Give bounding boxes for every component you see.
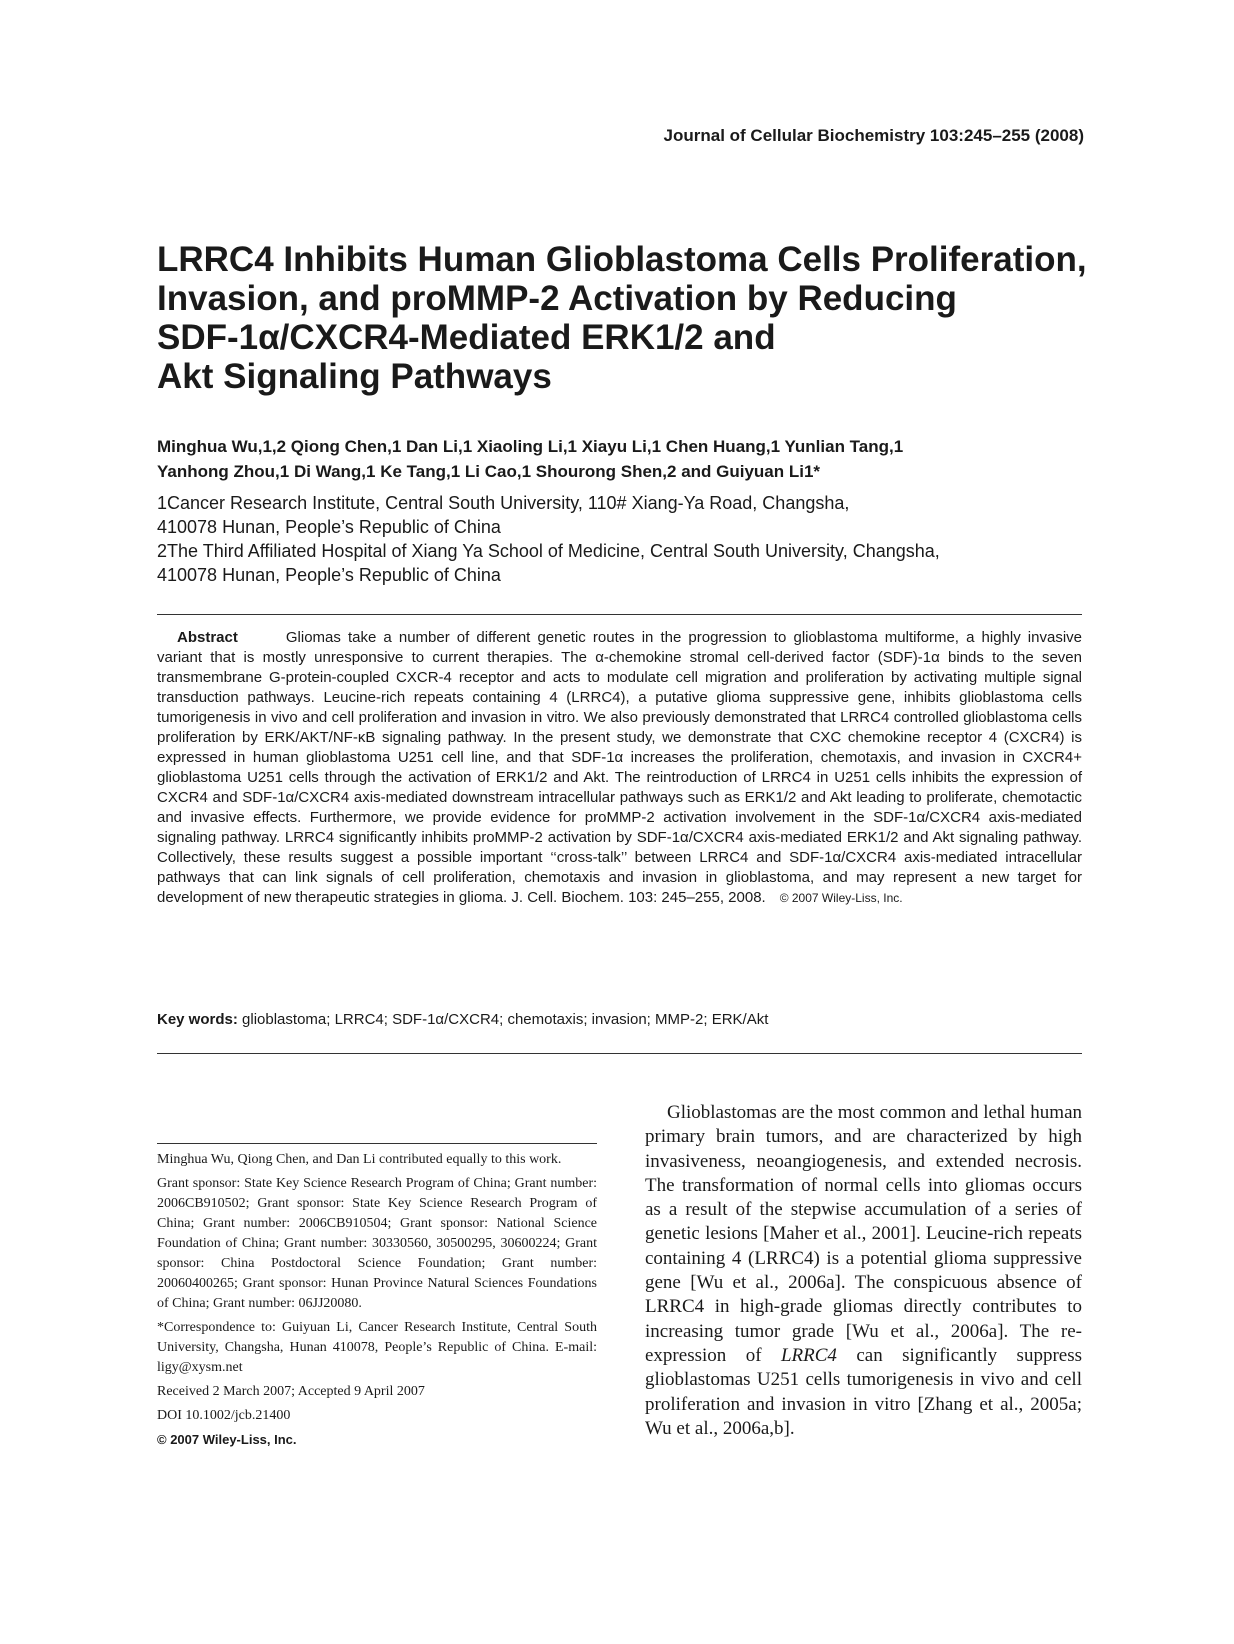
author-line: Minghua Wu,1,2 Qiong Chen,1 Dan Li,1 Xiaoling Li,1 Xiayu Li,1 Chen Huang,1 Yunlian Tang,1: [157, 437, 904, 456]
keywords-text: glioblastoma; LRRC4; SDF-1α/CXCR4; chemotaxis; invasion; MMP-2; ERK/Akt: [242, 1011, 769, 1028]
footnote-divider: [157, 1143, 597, 1144]
affiliation-line: 1Cancer Research Institute, Central South University, 110# Xiang-Ya Road, Changsha,: [157, 493, 850, 513]
affiliation-line: 410078 Hunan, People’s Republic of China: [157, 517, 501, 537]
body-text: can significantly suppress glioblastomas U251 cells tumorigenesis in vivo and cell proliferation and invasion in vitro [Zhang et al., 2005a; Wu et al., 2006a,b].: [645, 1344, 1082, 1439]
paper-title: [157, 240, 1097, 396]
abstract: [157, 628, 1082, 908]
title-line: Invasion, and proMMP-2 Activation by Reducing: [157, 279, 957, 318]
keywords: [157, 1011, 1082, 1028]
affiliation-line: 410078 Hunan, People’s Republic of China: [157, 565, 501, 585]
keywords-label: Key words:: [157, 1011, 238, 1028]
abstract-label: Abstract: [177, 629, 238, 646]
affiliations: [157, 491, 1097, 587]
body-text-column: [645, 1101, 1082, 1441]
author-line: Yanhong Zhou,1 Di Wang,1 Ke Tang,1 Li Cao,1 Shourong Shen,2 and Guiyuan Li1*: [157, 462, 821, 481]
divider: [157, 614, 1082, 615]
footnote-doi: DOI 10.1002/jcb.21400: [157, 1408, 291, 1423]
footnotes: [157, 1150, 597, 1454]
author-list: [157, 434, 1097, 484]
footnote-contribution: Minghua Wu, Qiong Chen, and Dan Li contributed equally to this work.: [157, 1152, 562, 1167]
abstract-text: Gliomas take a number of different genetic routes in the progression to glioblastoma multiforme, a highly invasive variant that is mostly unresponsive to current therapies. The α-chemokine stromal cell-derived factor (SDF)-1α binds to the seven transmembrane G-protein-coupled CXCR-4 receptor and acts to modulate cell migration and proliferation by activating multiple signal transduction pathways. Leucine-rich repeats containing 4 (LRRC4), a putative glioma suppressive gene, inhibits glioblastoma cells tumorigenesis in vivo and cell proliferation and invasion in vitro. We also previously demonstrated that LRRC4 controlled glioblastoma cells proliferation by ERK/AKT/NF-κB signaling pathway. In the present study, we demonstrate that CXC chemokine receptor 4 (CXCR4) is expressed in human glioblastoma U251 cell line, and that SDF-1α increases the proliferation, chemotaxis, and invasion in CXCR4+ glioblastoma U251 cells through the activation of ERK1/2 and Akt. The reintroduction of LRRC4 in U251 cells inhibits the expression of CXCR4 and SDF-1α/CXCR4 axis-mediated downstream intracellular pathways such as ERK1/2 and Akt leading to proliferate, chemotactic and invasive effects. Furthermore, we provide evidence for proMMP-2 activation involvement in the SDF-1α/CXCR4 axis-mediated signaling pathway. LRRC4 significantly inhibits proMMP-2 activation by SDF-1α/CXCR4 axis-mediated ERK1/2 and Akt signaling pathway. Collectively, these results suggest a possible important ‘‘cross-talk’’ between LRRC4 and SDF-1α/CXCR4 axis-mediated intracellular pathways that can link signals of cell proliferation, chemotaxis and invasion in glioblastoma, and may represent a new target for development of new therapeutic strategies in glioma. J. Cell. Biochem. 103: 245–255, 2008.: [157, 629, 1082, 906]
footnote-copyright: © 2007 Wiley-Liss, Inc.: [157, 1432, 297, 1447]
divider: [157, 1053, 1082, 1054]
affiliation-line: 2The Third Affiliated Hospital of Xiang Ya School of Medicine, Central South University, Changsha,: [157, 541, 940, 561]
footnote-grants: Grant sponsor: State Key Science Research Program of China; Grant number: 2006CB910502; Grant sponsor: State Key Science Research Program of China; Grant number: 2006CB910504; Grant sponsor: National Science Foundation of China; Grant number: 30330560, 30500295, 30600224; Grant sponsor: China Postdoctoral Science Foundation; Grant number: 20060400265; Grant sponsor: Hunan Province Natural Sciences Foundations of China; Grant number: 06JJ20080.: [157, 1176, 597, 1311]
gene-name: LRRC4: [780, 1344, 837, 1366]
footnote-correspondence: *Correspondence to: Guiyuan Li, Cancer Research Institute, Central South University, Changsha, Hunan 410078, People’s Republic of China. E-mail: ligy@xysm.net: [157, 1320, 597, 1375]
footnote-received: Received 2 March 2007; Accepted 9 April 2007: [157, 1384, 425, 1399]
body-text: Glioblastomas are the most common and lethal human primary brain tumors, and are characterized by high invasiveness, neoangiogenesis, and extended necrosis. The transformation of normal cells into gliomas occurs as a result of the stepwise accumulation of a series of genetic lesions [Maher et al., 2001]. Leucine-rich repeats containing 4 (LRRC4) is a potential glioma suppressive gene [Wu et al., 2006a]. The conspicuous absence of LRRC4 in high-grade gliomas directly contributes to increasing tumor grade [Wu et al., 2006a]. The re-expression of: [645, 1102, 1082, 1366]
body-paragraph: [645, 1101, 1082, 1441]
journal-header: Journal of Cellular Biochemistry 103:245–255 (2008): [663, 126, 1084, 145]
abstract-copyright: © 2007 Wiley-Liss, Inc.: [779, 891, 903, 905]
title-line: Akt Signaling Pathways: [157, 357, 552, 396]
title-line: LRRC4 Inhibits Human Glioblastoma Cells Proliferation,: [157, 240, 1087, 279]
title-line: SDF-1α/CXCR4-Mediated ERK1/2 and: [157, 318, 776, 357]
